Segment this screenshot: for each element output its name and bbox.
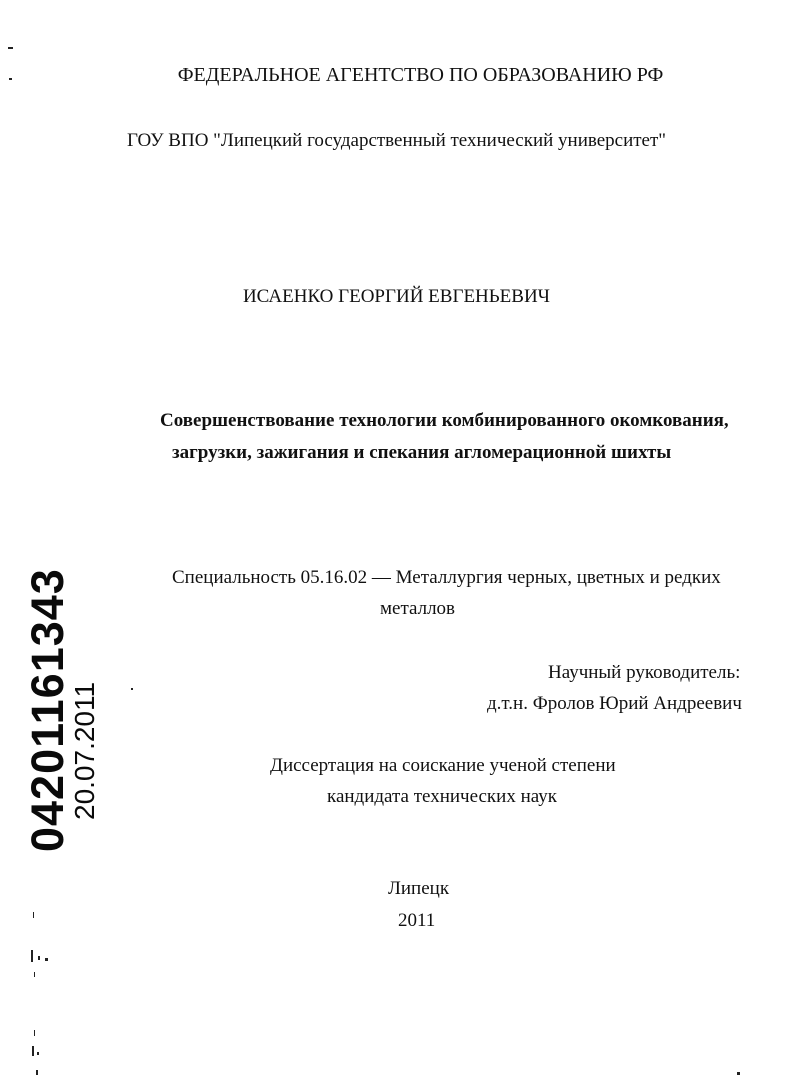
specialty-line-1: Специальность 05.16.02 — Металлургия черных, цветных и редких [172,567,721,588]
scan-speck [31,950,33,962]
scan-speck [38,956,40,960]
scan-speck [33,912,34,918]
supervisor-label: Научный руководитель: [548,662,741,683]
supervisor-name: д.т.н. Фролов Юрий Андреевич [487,693,742,714]
agency-name: ФЕДЕРАЛЬНОЕ АГЕНТСТВО ПО ОБРАЗОВАНИЮ РФ [177,64,664,86]
scan-speck [32,1046,34,1056]
scan-speck [8,47,13,49]
scan-speck [36,1070,38,1075]
scan-speck [34,972,35,977]
thesis-title-line-2: загрузки, зажигания и спекания агломерационной шихты [172,442,672,463]
scan-speck [37,1052,39,1055]
scan-speck [34,1030,35,1036]
year: 2011 [398,910,436,931]
scan-speck [45,958,48,961]
degree-line-2: кандидата технических наук [327,786,557,807]
city: Липецк [388,878,450,899]
author-name: ИСАЕНКО ГЕОРГИЙ ЕВГЕНЬЕВИЧ [242,286,551,307]
scan-speck [9,78,12,80]
specialty-line-2: металлов [380,598,456,619]
library-stamp-number: 04201161343 [22,568,73,852]
university-name: ГОУ ВПО "Липецкий государственный технический университет" [126,130,667,151]
thesis-title-line-1: Совершенствование технологии комбинированного окомкования, [160,410,729,431]
scan-speck [737,1072,740,1075]
library-stamp-date: 20.07.2011 [69,681,100,820]
scan-speck [131,688,133,690]
degree-line-1: Диссертация на соискание ученой степени [270,755,616,776]
